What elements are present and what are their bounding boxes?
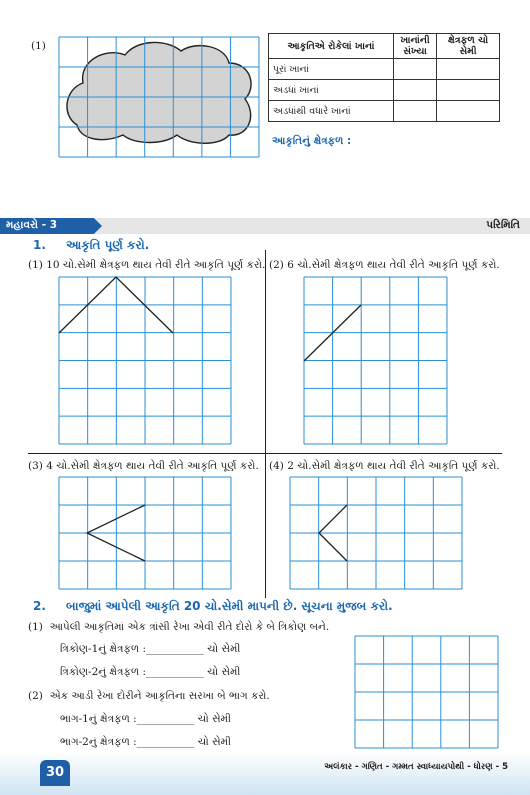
- area-label: આકૃતિનું ક્ષેત્રફળ :: [272, 135, 352, 147]
- q1-part2: (2) 6 ચો.સેમી ક્ષેત્રફળ થાય તેવી રીતે આકૃતિ પૂર્ણ કરો.: [269, 259, 500, 271]
- vertical-divider: [265, 250, 266, 598]
- q2-part2: (2) એક આડી રેખા દોરીને આકૃતિના સરખા બે ભાગ કરો.: [28, 690, 270, 702]
- answer-line: ભાગ-2નું ક્ષેત્રફળ :___________ ચો સેમી: [60, 736, 232, 748]
- grid-3: [59, 477, 231, 589]
- q1-part4: (4) 2 ચો.સેમી ક્ષેત્રફળ થાય તેવી રીતે આકૃતિ પૂર્ણ કરો.: [269, 460, 500, 472]
- q2-title: બાજુમાં આપેલી આકૃતિ 20 ચો.સેમી માપની છે. સૂચના મુજબ કરો.: [66, 599, 393, 613]
- answer-line: ભાગ-1નું ક્ષેત્રફળ :___________ ચો સેમી: [60, 713, 232, 725]
- table-row: [269, 101, 500, 122]
- q1-part3: (3) 4 ચો.સેમી ક્ષેત્રફળ થાય તેવી રીતે આકૃતિ પૂર્ણ કરો.: [28, 460, 259, 472]
- table-cell: અડધાં ખાનાં: [269, 80, 394, 101]
- area-table: [268, 33, 500, 122]
- footer-band: [0, 752, 530, 795]
- q2-part1: (1) આપેલી આકૃતિમાં એક ત્રાંસી રેખા એવી રીતે દોરો કે બે ત્રિકોણ બને.: [28, 621, 330, 633]
- horizontal-divider: [28, 453, 502, 454]
- q1-number: 1.: [33, 238, 46, 252]
- footer-text: અલંકાર - ગણિત - ગમ્મત સ્વાધ્યાયપોથી - ધોરણ - 5: [324, 762, 508, 772]
- cloud-grid: [59, 37, 259, 157]
- grid-4: [290, 477, 462, 589]
- q2-number: 2.: [33, 599, 46, 613]
- table-cell: પૂરાં ખાનાં: [269, 59, 394, 80]
- q1-title: આકૃતિ પૂર્ણ કરો.: [66, 238, 150, 252]
- page-number: 30: [40, 760, 70, 786]
- table-header: ખાનાંની સંખ્યા: [394, 34, 437, 59]
- table-header: ક્ષેત્રફળ ચો સેમી: [437, 34, 500, 59]
- item-label: (1): [31, 40, 46, 52]
- table-cell: અડધાંથી વધારે ખાનાં: [269, 101, 394, 122]
- banner-topic: પરિમિતિ: [486, 219, 520, 231]
- banner-title: મહાવરો - 3: [6, 219, 58, 231]
- grid-2: [304, 277, 447, 444]
- grid-q2: [355, 636, 498, 748]
- table-header: આકૃતિએ રોકેલાં ખાનાં: [269, 34, 394, 59]
- table-row: [269, 59, 500, 80]
- answer-line: ત્રિકોણ-2નું ક્ષેત્રફળ :___________ ચો સેમી: [60, 666, 241, 678]
- grid-1: [59, 277, 231, 444]
- answer-line: ત્રિકોણ-1નું ક્ષેત્રફળ :___________ ચો સેમી: [60, 643, 241, 655]
- q1-part1: (1) 10 ચો.સેમી ક્ષેત્રફળ થાય તેવી રીતે આકૃતિ પૂર્ણ કરો.: [28, 259, 266, 271]
- table-row: [269, 80, 500, 101]
